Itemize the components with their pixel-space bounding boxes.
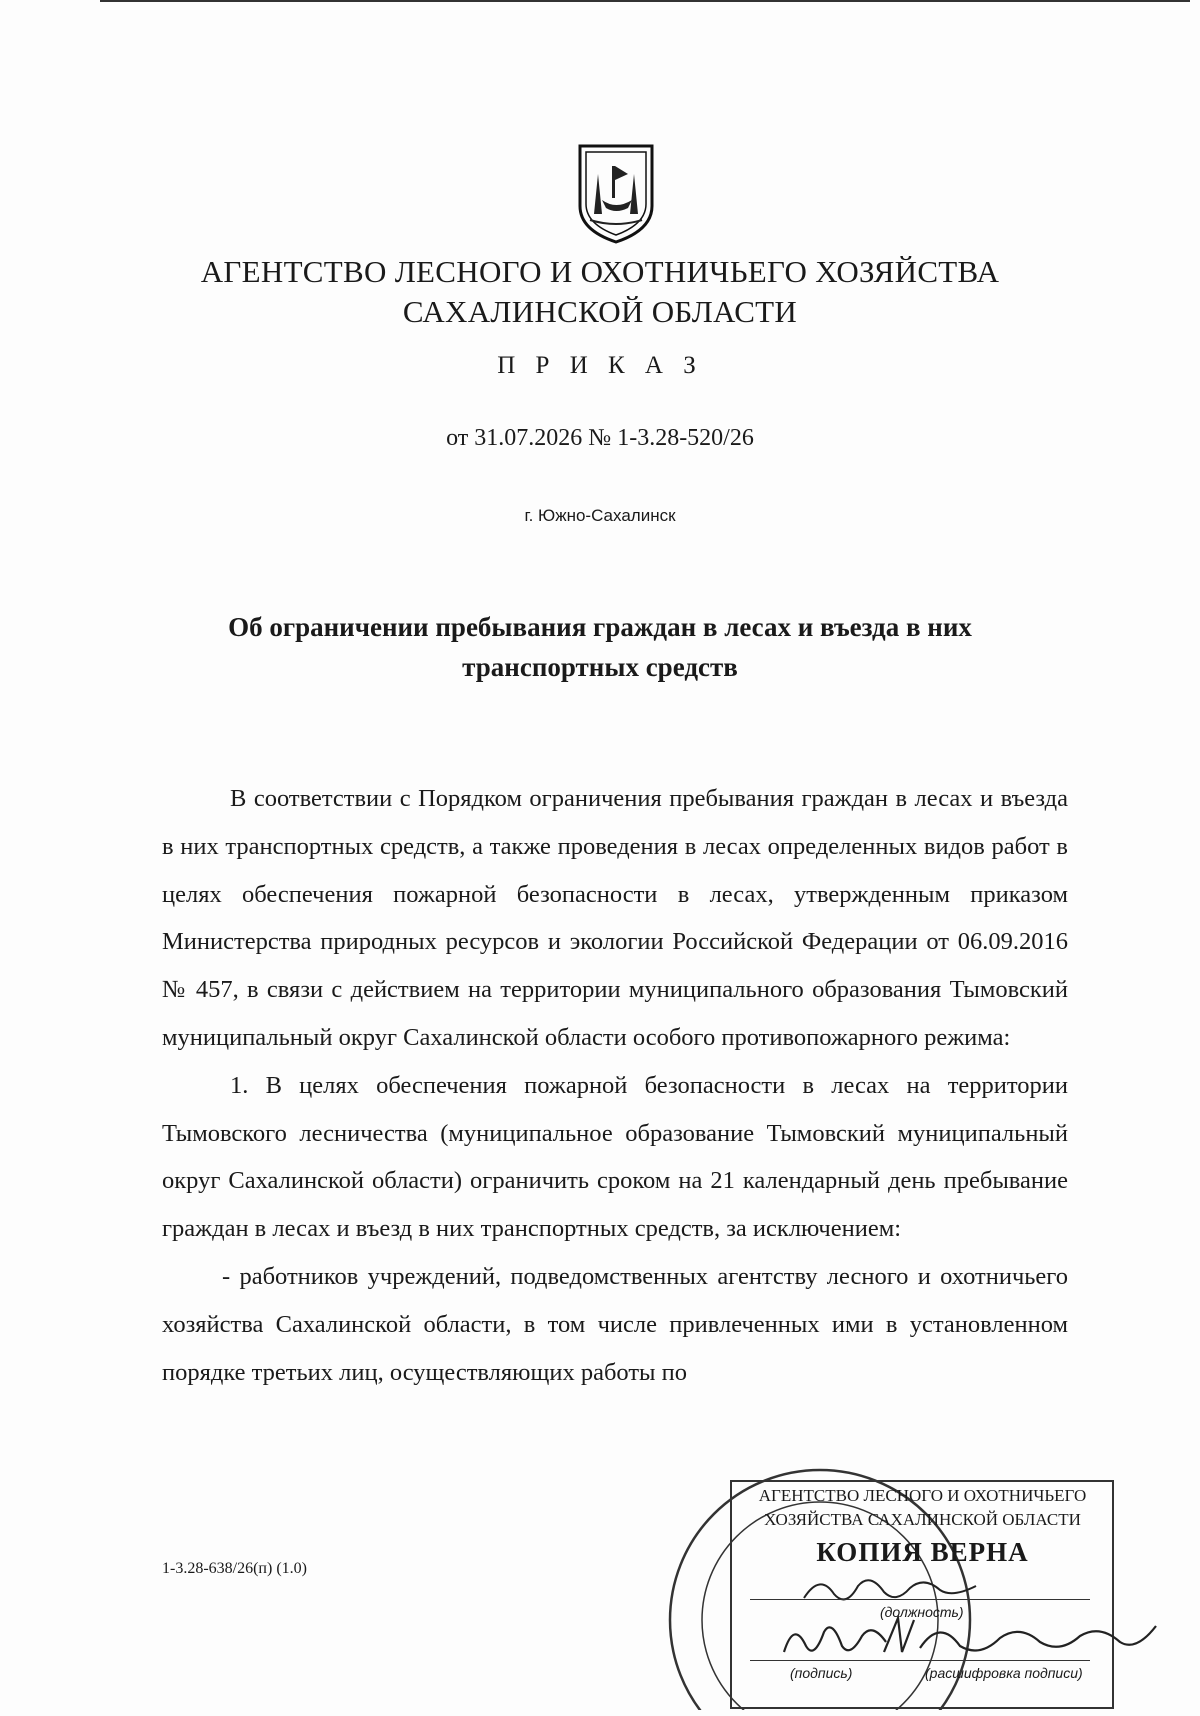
document-body bbox=[162, 775, 1068, 1396]
agency-name-line2: САХАЛИНСКОЙ ОБЛАСТИ bbox=[402, 294, 798, 329]
coat-of-arms-icon bbox=[576, 144, 656, 244]
top-border-line bbox=[100, 0, 1190, 2]
city: г. Южно-Сахалинск bbox=[524, 506, 676, 525]
signature-icon bbox=[780, 1616, 890, 1662]
agency-name bbox=[0, 252, 1200, 332]
signature-position-icon bbox=[800, 1568, 980, 1608]
document-type: П Р И К А З bbox=[497, 352, 703, 379]
document-title bbox=[0, 607, 1200, 687]
caption-signature: (подпись) bbox=[790, 1665, 853, 1681]
caption-position: (должность) bbox=[880, 1604, 964, 1620]
agency-name-line1: АГЕНТСТВО ЛЕСНОГО И ОХОТНИЧЬЕГО ХОЗЯЙСТВА bbox=[200, 254, 1000, 289]
footer-document-number: 1-3.28-638/26(п) (1.0) bbox=[162, 1560, 307, 1577]
stamp-line2: ХОЗЯЙСТВА САХАЛИНСКОЙ ОБЛАСТИ bbox=[764, 1510, 1081, 1529]
stamp-underline-position bbox=[750, 1599, 1090, 1600]
stamp-underline-signature bbox=[750, 1660, 1090, 1661]
body-paragraph-preamble: В соответствии с Порядком ограничения пребывания граждан в лесах и въезда в них транспортных средств, а также проведения в лесах определенных видов работ в целях обеспечения пожарной безопасности в лесах, утвержденным приказом Министерства природных ресурсов и экологии Российской Федерации от 06.09.2016 № 457, в связи с действием на территории муниципального образования Тымовский муниципальный округ Сахалинской области особого противопожарного режима: bbox=[162, 785, 1068, 1051]
title-line1: Об ограничении пребывания граждан в лесах и въезда в них bbox=[228, 612, 972, 642]
stamp-copy-label: КОПИЯ ВЕРНА bbox=[816, 1537, 1029, 1567]
caption-decoding: (расшифровка подписи) bbox=[925, 1665, 1083, 1681]
signature-decoding-icon bbox=[880, 1612, 1160, 1662]
body-paragraph-exception: - работников учреждений, подведомственных агентству лесного и охотничьего хозяйства Сахалинской области, в том числе привлеченных ими в установленном порядке третьих лиц, осуществляющих работы по bbox=[162, 1262, 1068, 1386]
body-paragraph-item-1: 1. В целях обеспечения пожарной безопасности в лесах на территории Тымовского лесничества (муниципальное образование Тымовский муниципальный округ Сахалинской области) ограничить сроком на 21 календарный день пребывание граждан в лесах и въезд в них транспортных средств, за исключением: bbox=[162, 1071, 1068, 1243]
date-and-number: от 31.07.2026 № 1-3.28-520/26 bbox=[446, 425, 754, 451]
stamp-line1: АГЕНТСТВО ЛЕСНОГО И ОХОТНИЧЬЕГО bbox=[758, 1486, 1087, 1505]
title-line2: транспортных средств bbox=[462, 652, 738, 682]
